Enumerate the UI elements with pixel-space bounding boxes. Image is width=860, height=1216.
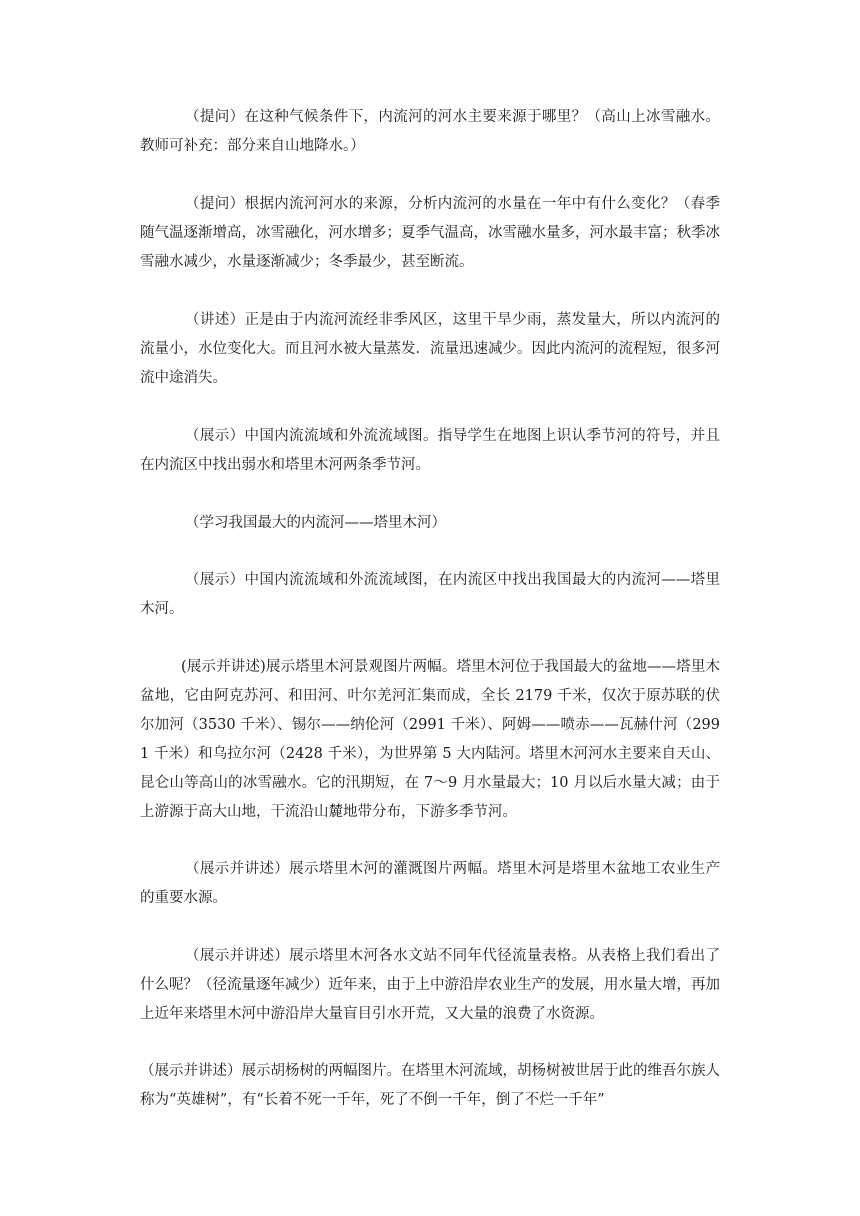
paragraph-tarim-irrigation: （展示并讲述）展示塔里木河的灌溉图片两幅。塔里木河是塔里木盆地工农业生产的重要水源。	[140, 861, 720, 906]
paragraph-show-largest-river: （展示）中国内流流域和外流流域图，在内流区中找出我国最大的内流河——塔里木河。	[140, 572, 720, 617]
paragraph-show-drainage-map: （展示）中国内流流域和外流流域图。指导学生在地图上识认季节河的符号，并且在内流区中找出弱水和塔里木河两条季节河。	[140, 428, 720, 473]
paragraph-runoff-table: （展示并讲述）展示塔里木河各水文站不同年代径流量表格。从表格上我们看出了什么呢？（径流量逐年减少）近年来，由于上中游沿岸农业生产的发展，用水量大增，再加上近年来塔里木河中游沿岸大量盲目引水开荒，又大量的浪费了水资源。	[140, 948, 720, 1022]
paragraph-section-heading: （学习我国最大的内流河——塔里木河）	[185, 515, 446, 531]
paragraph-narration-inland-rivers: （讲述）正是由于内流河流经非季风区，这里干旱少雨，蒸发量大，所以内流河的流量小，水位变化大。而且河水被大量蒸发．流量迅速减少。因此内流河的流程短，很多河流中途消失。	[140, 312, 720, 386]
paragraph-question-water-source: （提问）在这种气候条件下，内流河的河水主要来源于哪里？（高山上冰雪融水。教师可补充：部分来自山地降水。）	[140, 109, 720, 154]
paragraph-poplar-trees: （展示并讲述）展示胡杨树的两幅图片。在塔里木河流域，胡杨树被世居于此的维吾尔族人称为“英雄树”，有“长着不死一千年，死了不倒一千年，倒了不烂一千年”	[140, 1063, 720, 1108]
paragraph-question-seasonal-change: （提问）根据内流河河水的来源，分析内流河的水量在一年中有什么变化？（春季随气温逐渐增高，冰雪融化，河水增多；夏季气温高，冰雪融水量多，河水最丰富；秋季冰雪融水减少，水量逐渐减少；冬季最少，甚至断流。	[140, 196, 720, 270]
paragraph-tarim-landscape: (展示并讲述)展示塔里木河景观图片两幅。塔里木河位于我国最大的盆地——塔里木盆地，它由阿克苏河、和田河、叶尔羌河汇集而成，全长 2179 千米，仅次于原苏联的伏尔加河（3530 千米）、锡尔——纳伦河（2991 千米）、阿姆——喷赤——瓦赫什河（2991 千米）和乌拉尔河（2428 千米），为世界第 5 大内陆河。塔里木河河水主要来自天山、昆仑山等高山的冰雪融水。它的汛期短，在 7～9 月水量最大；10 月以后水量大减；由于上游源于高大山地，干流沿山麓地带分布，下游多季节河。	[140, 659, 720, 820]
